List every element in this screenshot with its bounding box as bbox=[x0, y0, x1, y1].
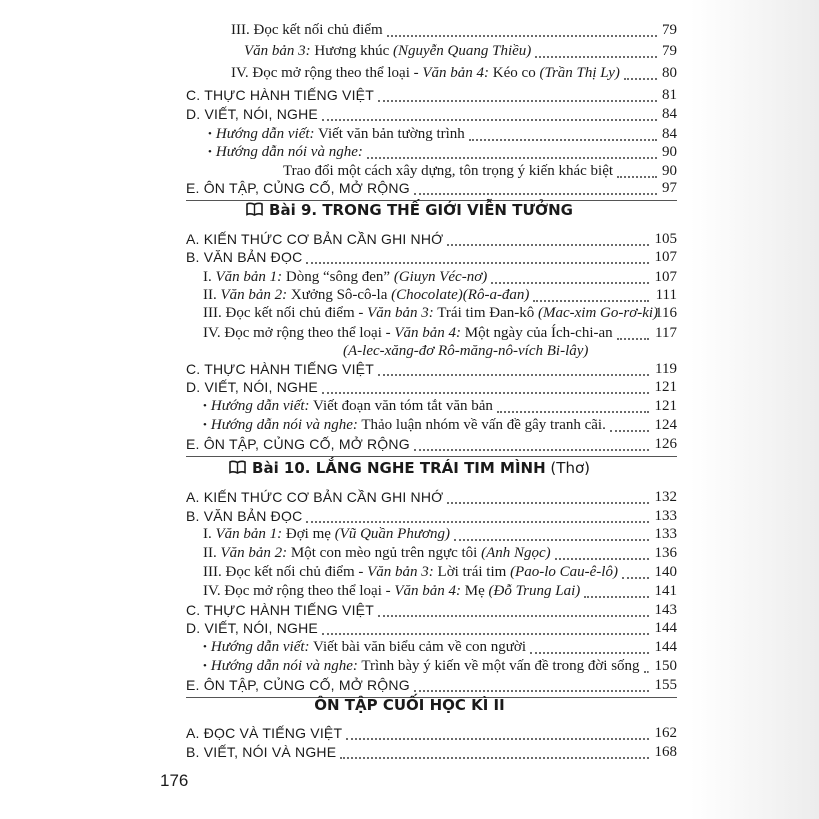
toc-entry-text bbox=[186, 177, 410, 200]
toc-entry-segment: E. ÔN TẬP, CỦNG CỐ, MỞ RỘNG bbox=[186, 180, 410, 196]
toc-page-number: 79 bbox=[662, 43, 677, 59]
dot-leader bbox=[340, 749, 649, 759]
toc-page-number: 90 bbox=[662, 144, 677, 160]
toc-entry-segment: (Giuyn Véc-nơ) bbox=[393, 269, 488, 285]
toc-entry-segment: (Mac-xim Go-rơ-ki) bbox=[537, 305, 659, 321]
dot-leader bbox=[447, 494, 649, 504]
toc-entry-segment: Văn bản 3: bbox=[367, 305, 434, 321]
toc-entry-segment: A. ĐỌC VÀ TIẾNG VIỆT bbox=[186, 725, 343, 741]
toc-page-number: 107 bbox=[654, 249, 677, 265]
dot-leader bbox=[322, 111, 657, 121]
toc-page-number: 150 bbox=[654, 658, 677, 674]
dot-leader bbox=[322, 384, 649, 394]
toc-entry-segment: Văn bản 1: bbox=[215, 526, 283, 542]
toc-page-number: 124 bbox=[654, 417, 677, 433]
toc-entry-segment: Văn bản 2: bbox=[220, 545, 288, 561]
toc-page-number: 136 bbox=[654, 545, 677, 561]
bullet-icon: • bbox=[203, 660, 207, 672]
toc-page-number: 162 bbox=[654, 725, 677, 741]
toc-entry-segment: B. VĂN BẢN ĐỌC bbox=[186, 249, 303, 265]
dot-leader bbox=[387, 27, 657, 37]
open-book-icon bbox=[229, 457, 246, 481]
final-review-heading bbox=[0, 693, 819, 717]
toc-entry-segment: E. ÔN TẬP, CỦNG CỐ, MỞ RỘNG bbox=[186, 436, 410, 452]
toc-page-number: 143 bbox=[654, 602, 677, 618]
toc-page-number: 168 bbox=[654, 744, 677, 760]
toc-entry-segment: Hướng dẫn viết: bbox=[210, 639, 310, 655]
toc-entry-text bbox=[244, 40, 531, 62]
lesson10-title: Bài 10. LẮNG NGHE TRÁI TIM MÌNH bbox=[252, 459, 546, 477]
toc-page-number: 105 bbox=[654, 231, 677, 247]
toc-page-number: 132 bbox=[654, 489, 677, 505]
toc-entry-segment: C. THỰC HÀNH TIẾNG VIỆT bbox=[186, 602, 374, 618]
lesson9-heading bbox=[0, 198, 819, 223]
toc-entry-segment: IV. Đọc mở rộng theo thể loại - bbox=[203, 583, 395, 599]
toc-page-number: 111 bbox=[655, 287, 677, 303]
toc-entry-segment: Một ngày của Ích-chi-an bbox=[461, 325, 613, 341]
dot-leader bbox=[378, 92, 657, 102]
toc-entry-segment: Hướng dẫn nói và nghe: bbox=[210, 658, 358, 674]
toc-entry bbox=[0, 103, 819, 125]
bullet-icon: • bbox=[203, 400, 207, 412]
bullet-icon: • bbox=[203, 419, 207, 431]
toc-entry-segment: Văn bản 3: bbox=[244, 43, 311, 59]
toc-entry-segment: Đợi mẹ bbox=[282, 526, 335, 542]
toc-entry-segment: Hướng dẫn nói và nghe: bbox=[210, 417, 358, 433]
toc-entry-segment: C. THỰC HÀNH TIẾNG VIỆT bbox=[186, 87, 374, 103]
toc-entry-segment: Văn bản 4: bbox=[394, 583, 462, 599]
toc-entry-segment: A. KIẾN THỨC CƠ BẢN CẦN GHI NHỚ bbox=[186, 489, 444, 505]
dot-leader bbox=[530, 644, 649, 654]
dot-leader bbox=[533, 292, 649, 302]
toc-entry-segment: (Anh Ngọc) bbox=[481, 545, 551, 561]
toc-page-number: 144 bbox=[654, 620, 677, 636]
toc-entry-text bbox=[186, 433, 410, 456]
toc-entry-segment: III. Đọc kết nối chủ điểm - bbox=[203, 564, 368, 580]
dot-leader bbox=[491, 274, 649, 284]
toc-entry-text bbox=[231, 19, 383, 41]
dot-leader bbox=[414, 441, 649, 451]
toc-page-number: 119 bbox=[655, 361, 677, 377]
toc-entry-segment: Văn bản 2: bbox=[220, 287, 288, 303]
toc-entry-segment: Văn bản 1: bbox=[215, 269, 283, 285]
toc-entry-segment: D. VIẾT, NÓI, NGHE bbox=[186, 379, 318, 395]
toc-page-number: 84 bbox=[662, 106, 677, 122]
toc-entry-segment: IV. Đọc mở rộng theo thể loại - bbox=[231, 65, 423, 81]
dot-leader bbox=[306, 254, 649, 264]
toc-page-number: 117 bbox=[655, 325, 677, 341]
toc-entry-segment: Hương khúc bbox=[310, 43, 393, 59]
dot-leader bbox=[378, 607, 649, 617]
toc-entry-segment: I. bbox=[203, 269, 216, 285]
dot-leader bbox=[367, 149, 657, 159]
toc-entry-text bbox=[231, 62, 620, 84]
toc-entry-segment: B. VIẾT, NÓI VÀ NGHE bbox=[186, 744, 337, 760]
lesson10-heading bbox=[0, 456, 819, 481]
toc-entry-segment: Lời trái tim bbox=[433, 564, 511, 580]
toc-entry bbox=[0, 177, 819, 199]
dot-leader bbox=[414, 682, 649, 692]
toc-entry-segment: C. THỰC HÀNH TIẾNG VIỆT bbox=[186, 361, 374, 377]
toc-entry-segment: D. VIẾT, NÓI, NGHE bbox=[186, 106, 318, 122]
toc-entry-segment: Một con mèo ngủ trên ngực tôi bbox=[287, 545, 482, 561]
toc-entry-segment: Viết bài văn biểu cảm về con người bbox=[309, 639, 527, 655]
toc-page-number: 81 bbox=[662, 87, 677, 103]
toc-page-number: 97 bbox=[662, 180, 677, 196]
toc-page-number: 79 bbox=[662, 22, 677, 38]
bullet-icon: • bbox=[203, 641, 207, 653]
bullet-icon: • bbox=[208, 146, 212, 158]
dot-leader bbox=[322, 625, 649, 635]
toc-entry-segment: (Pao-lo Cau-ê-lô) bbox=[510, 564, 618, 580]
toc-page-number: 126 bbox=[654, 436, 677, 452]
toc-entry-segment: (Vũ Quần Phương) bbox=[334, 526, 451, 542]
dot-leader bbox=[414, 185, 657, 195]
dot-leader bbox=[378, 366, 649, 376]
toc-entry-segment: Viết đoạn văn tóm tắt văn bản bbox=[309, 398, 493, 414]
toc-entry-segment: Thảo luận nhóm về vấn đề gây tranh cãi. bbox=[357, 417, 606, 433]
toc-page-number: 133 bbox=[654, 508, 677, 524]
toc-entry-segment: I. bbox=[203, 526, 216, 542]
dot-leader bbox=[497, 403, 649, 413]
toc-entry bbox=[0, 62, 819, 84]
toc-entry-segment: (Nguyễn Quang Thiều) bbox=[392, 43, 532, 59]
toc-entry-segment: E. ÔN TẬP, CỦNG CỐ, MỞ RỘNG bbox=[186, 677, 410, 693]
toc-entry-segment: A. KIẾN THỨC CƠ BẢN CẦN GHI NHỚ bbox=[186, 231, 444, 247]
toc-entry-segment: Văn bản 3: bbox=[367, 564, 434, 580]
toc-entry bbox=[0, 246, 819, 268]
dot-leader bbox=[306, 513, 649, 523]
lesson10-genre: (Thơ) bbox=[545, 459, 590, 477]
toc-entry-segment: IV. Đọc mở rộng theo thể loại - bbox=[203, 325, 395, 341]
toc-entry-segment: Văn bản 4: bbox=[422, 65, 490, 81]
toc-entry-segment: Trái tim Đan-kô bbox=[433, 305, 538, 321]
final-review-title: ÔN TẬP CUỐI HỌC KÌ II bbox=[314, 696, 505, 714]
toc-page-number: 155 bbox=[654, 677, 677, 693]
dot-leader bbox=[454, 531, 649, 541]
toc-page-number: 121 bbox=[654, 379, 677, 395]
toc-entry-segment: Hướng dẫn viết: bbox=[210, 398, 310, 414]
toc-entry-segment: (Trần Thị Ly) bbox=[539, 65, 620, 81]
toc-page-number: 144 bbox=[654, 639, 677, 655]
lesson9-title: Bài 9. TRONG THẾ GIỚI VIỄN TƯỞNG bbox=[269, 201, 573, 219]
toc-entry-segment: Viết văn bản tường trình bbox=[314, 126, 465, 142]
bullet-icon: • bbox=[208, 128, 212, 140]
toc-entry-segment: D. VIẾT, NÓI, NGHE bbox=[186, 620, 318, 636]
toc-entry-segment: Kéo co bbox=[489, 65, 540, 81]
toc-entry-segment: III. Đọc kết nối chủ điểm bbox=[231, 22, 383, 38]
toc-entry-segment: II. bbox=[203, 287, 221, 303]
toc-entry bbox=[0, 19, 819, 41]
page-number: 176 bbox=[160, 771, 189, 790]
toc-entry-segment: Trao đổi một cách xây dựng, tôn trọng ý kiến khác biệt bbox=[283, 163, 614, 179]
toc-entry-segment: Hướng dẫn viết: bbox=[215, 126, 315, 142]
toc-entry bbox=[0, 40, 819, 62]
toc-page-number: 133 bbox=[654, 526, 677, 542]
toc-entry-segment: Văn bản 4: bbox=[394, 325, 462, 341]
toc-entry-segment: II. bbox=[203, 545, 221, 561]
toc-entry-text bbox=[203, 302, 658, 324]
toc-entry-segment: Mẹ bbox=[461, 583, 489, 599]
toc-page-number: 121 bbox=[654, 398, 677, 414]
toc-entry-segment: (Chocolate)(Rô-a-đan) bbox=[391, 287, 530, 303]
toc-entry bbox=[0, 741, 819, 763]
open-book-icon bbox=[246, 199, 263, 223]
toc-page-number: 140 bbox=[654, 564, 677, 580]
toc-entry bbox=[0, 433, 819, 455]
dot-leader bbox=[555, 550, 649, 560]
toc-entry bbox=[0, 302, 819, 324]
toc-entry-text bbox=[186, 741, 336, 764]
toc-entry-segment: B. VĂN BẢN ĐỌC bbox=[186, 508, 303, 524]
toc-entry-segment: Hướng dẫn nói và nghe: bbox=[215, 144, 363, 160]
toc-entry-segment: Dòng “sông đen” bbox=[282, 269, 394, 285]
toc-entry-segment: Xưởng Sô-cô-la bbox=[287, 287, 392, 303]
toc-page-number: 80 bbox=[662, 65, 677, 81]
toc-page-number: 107 bbox=[654, 269, 677, 285]
toc-page-number: 90 bbox=[662, 163, 677, 179]
dot-leader bbox=[447, 236, 649, 246]
toc-page-number: 141 bbox=[654, 583, 677, 599]
dot-leader bbox=[346, 730, 649, 740]
toc-entry-segment: III. Đọc kết nối chủ điểm - bbox=[203, 305, 368, 321]
toc-entry-segment: Trình bày ý kiến về một vấn đề trong đời sống bbox=[357, 658, 640, 674]
toc-entry-segment: (Đỗ Trung Lai) bbox=[488, 583, 581, 599]
toc-page-number: 116 bbox=[655, 305, 677, 321]
toc-entry-segment: (A-lec-xăng-đơ Rô-măng-nô-vích Bi-lây) bbox=[343, 343, 589, 359]
toc-page-number: 84 bbox=[662, 126, 677, 142]
dot-leader bbox=[469, 131, 657, 141]
